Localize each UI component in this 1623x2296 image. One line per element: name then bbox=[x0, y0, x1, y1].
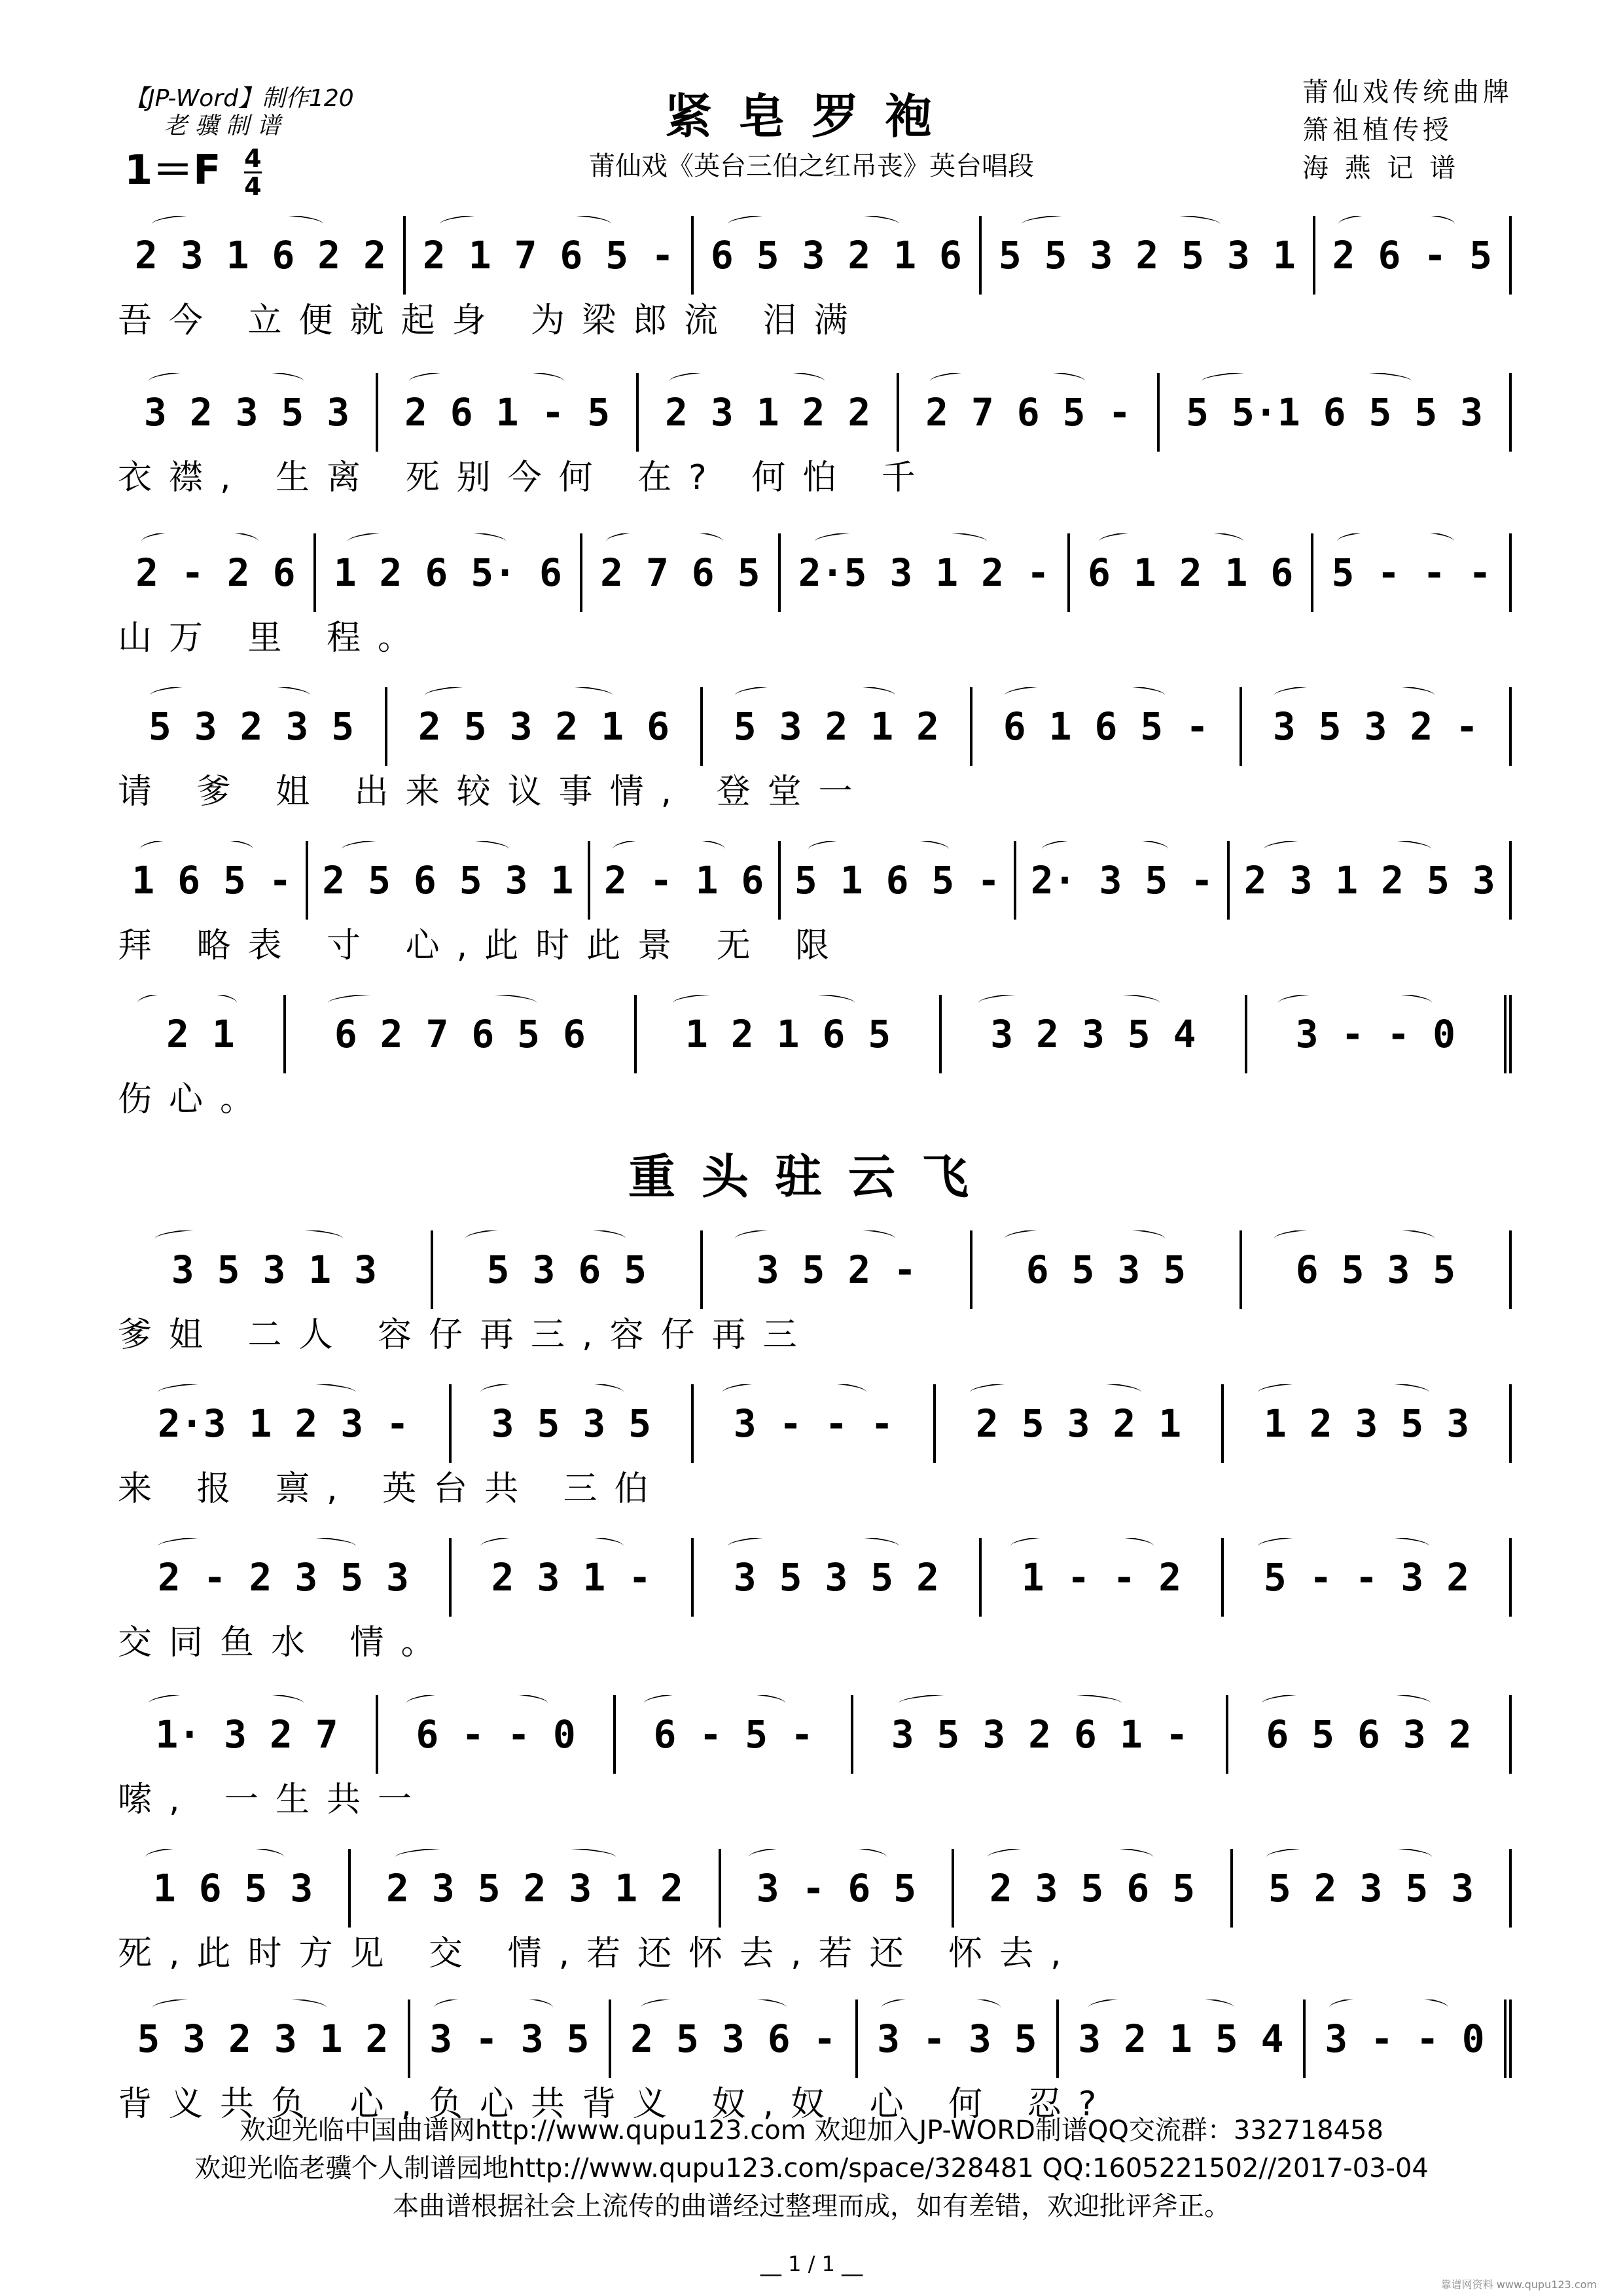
slur-mark bbox=[978, 995, 1160, 1015]
measure: 2 3 1 - bbox=[452, 1538, 694, 1617]
measure: 5 - - 3 2 bbox=[1224, 1538, 1512, 1617]
slur-mark bbox=[149, 1695, 303, 1715]
measure: 1 2 3 5 3 bbox=[1224, 1384, 1512, 1463]
slur-mark bbox=[669, 373, 824, 393]
slur-mark bbox=[1099, 533, 1243, 554]
score-system bbox=[118, 1384, 1512, 1528]
score-system bbox=[118, 687, 1512, 831]
slur-mark bbox=[728, 216, 899, 236]
measure: 2 3 5 6 5 bbox=[954, 1849, 1233, 1928]
slur-mark bbox=[644, 1695, 785, 1715]
measure: 2 5 3 2 1 6 bbox=[387, 687, 703, 766]
measure: 2 5 3 2 1 bbox=[936, 1384, 1224, 1463]
staff-line bbox=[118, 841, 1512, 920]
measure: 3 - 3 5 bbox=[858, 2000, 1059, 2078]
measure: 3 - 3 5 bbox=[410, 2000, 611, 2078]
slur-mark bbox=[1088, 2000, 1235, 2020]
slur-mark bbox=[434, 2000, 553, 2020]
lyrics-line: 嗦, 一生共一 bbox=[118, 1780, 429, 1820]
slur-mark bbox=[395, 1849, 616, 1869]
slur-mark bbox=[1010, 1538, 1154, 1558]
slur-mark bbox=[970, 1384, 1141, 1405]
slur-mark bbox=[673, 995, 854, 1015]
measure: 6 5 6 3 2 bbox=[1228, 1695, 1512, 1774]
measure: 2 7 6 5 - bbox=[899, 373, 1160, 452]
measure: 3 5 3 5 2 bbox=[694, 1538, 982, 1617]
slur-mark bbox=[152, 216, 323, 236]
measure: 1 6 5 - bbox=[118, 841, 308, 920]
measure: 1 6 5 3 bbox=[118, 1849, 351, 1928]
slur-mark bbox=[728, 1538, 899, 1558]
score-system bbox=[118, 841, 1512, 985]
slur-mark bbox=[465, 1230, 626, 1251]
slur-mark bbox=[328, 995, 537, 1015]
lyrics-line: 爹姐 二人 容仔再三,容仔再三 bbox=[118, 1316, 814, 1355]
slur-mark bbox=[480, 1538, 624, 1558]
slur-mark bbox=[1258, 1384, 1429, 1405]
slur-mark bbox=[1202, 373, 1411, 393]
measure: 6 1 6 5 - bbox=[972, 687, 1242, 766]
measure: 5 3 6 5 bbox=[433, 1230, 703, 1309]
measure: 2 1 bbox=[118, 995, 286, 1073]
measure: 2 - 1 6 bbox=[590, 841, 781, 920]
measure: 2 - 2 6 bbox=[118, 533, 316, 612]
score-system bbox=[118, 373, 1512, 517]
staff-line bbox=[118, 1849, 1512, 1928]
staff-line bbox=[118, 373, 1512, 452]
measure: 2 6 - 5 bbox=[1315, 216, 1512, 295]
slur-mark bbox=[348, 533, 506, 554]
measure: 2 7 6 5 bbox=[582, 533, 781, 612]
slur-mark bbox=[930, 373, 1084, 393]
measure: 2 1 7 6 5 - bbox=[406, 216, 694, 295]
source-line-3: 海 燕 记 谱 bbox=[1302, 153, 1460, 183]
measure: 1 2 6 5· 6 bbox=[316, 533, 582, 612]
measure: 5 1 6 5 - bbox=[781, 841, 1017, 920]
song-subtitle: 莆仙戏《英台三伯之红吊丧》英台唱段 bbox=[589, 151, 1034, 181]
slur-mark bbox=[1262, 1695, 1430, 1715]
staff-line bbox=[118, 1695, 1512, 1774]
score-system bbox=[118, 1695, 1512, 1839]
measure: 2 3 5 2 3 1 2 bbox=[351, 1849, 721, 1928]
measure: 2·3 1 2 3 - bbox=[118, 1384, 452, 1463]
measure: 6 1 2 1 6 bbox=[1070, 533, 1313, 612]
slur-mark bbox=[158, 1538, 356, 1558]
slur-mark bbox=[735, 687, 895, 708]
slur-mark bbox=[141, 533, 259, 554]
staff-line bbox=[118, 216, 1512, 295]
staff-line bbox=[118, 533, 1512, 612]
measure: 2 3 1 6 2 2 bbox=[118, 216, 406, 295]
slur-mark bbox=[409, 373, 563, 393]
measure: 6 - - 0 bbox=[378, 1695, 616, 1774]
staff-line bbox=[118, 1384, 1512, 1463]
slur-mark bbox=[735, 1230, 895, 1251]
source-credit bbox=[1302, 73, 1513, 187]
slur-mark bbox=[899, 1695, 1122, 1715]
slur-mark bbox=[1264, 841, 1431, 861]
measure: 5 3 2 3 5 bbox=[118, 687, 387, 766]
footer-line-1: 欢迎光临中国曲谱网http://www.qupu123.com 欢迎加入JP-WORD制谱QQ交流群：332718458 bbox=[240, 2115, 1383, 2145]
slur-mark bbox=[613, 841, 725, 861]
slur-mark bbox=[722, 1384, 866, 1405]
measure: 3 2 1 5 4 bbox=[1059, 2000, 1306, 2078]
measure: 2 3 1 2 2 bbox=[639, 373, 899, 452]
source-line-1: 莆仙戏传统曲牌 bbox=[1302, 77, 1513, 107]
slur-mark bbox=[1274, 1230, 1435, 1251]
song-title: 紧皂罗袍 bbox=[664, 88, 958, 144]
measure: 3 5 3 2 - bbox=[1242, 687, 1512, 766]
measure: 2 5 6 5 3 1 bbox=[308, 841, 590, 920]
slur-mark bbox=[1338, 216, 1455, 236]
lyrics-line: 衣襟, 生离 死别今何 在? 何怕 千 bbox=[118, 458, 933, 497]
lyrics-line: 山万 里 程。 bbox=[118, 619, 429, 658]
lyrics-line: 请 爹 姐 出来较议事情, 登堂一 bbox=[118, 772, 870, 812]
score-system bbox=[118, 1230, 1512, 1374]
slur-mark bbox=[606, 533, 723, 554]
time-bottom: 4 bbox=[244, 172, 262, 202]
footer-line-3: 本曲谱根据社会上流传的曲谱经过整理而成，如有差错，欢迎批评斧正。 bbox=[393, 2191, 1230, 2221]
slur-mark bbox=[808, 841, 948, 861]
slur-mark bbox=[815, 533, 987, 554]
measure: 5 2 3 5 3 bbox=[1233, 1849, 1512, 1928]
measure: 3 5 3 2 6 1 - bbox=[853, 1695, 1228, 1774]
slur-mark bbox=[150, 687, 310, 708]
staff-line bbox=[118, 687, 1512, 766]
score-system bbox=[118, 1538, 1512, 1682]
measure: 5 3 2 3 1 2 bbox=[118, 2000, 410, 2078]
score-system bbox=[118, 995, 1512, 1139]
key-label: 1＝F bbox=[124, 146, 221, 194]
slur-mark bbox=[1274, 687, 1435, 708]
slur-mark bbox=[1337, 533, 1454, 554]
measure: 3 5 3 1 3 bbox=[118, 1230, 433, 1309]
measure: 5 - - - bbox=[1313, 533, 1512, 612]
footer-line-2: 欢迎光临老骥个人制谱园地http://www.qupu123.com/space/328481 QQ:1605221502//2017-03-04 bbox=[194, 2153, 1429, 2183]
measure: 6 2 7 6 5 6 bbox=[286, 995, 637, 1073]
measure: 1· 3 2 7 bbox=[118, 1695, 378, 1774]
lyrics-line: 伤心。 bbox=[118, 1080, 272, 1119]
slur-mark bbox=[1329, 2000, 1448, 2020]
slur-mark bbox=[1005, 687, 1165, 708]
slur-mark bbox=[749, 1849, 887, 1869]
staff-line bbox=[118, 1538, 1512, 1617]
measure: 3 - - 0 bbox=[1306, 2000, 1512, 2078]
slur-mark bbox=[152, 2000, 327, 2020]
measure: 5 5·1 6 5 5 3 bbox=[1160, 373, 1512, 452]
slur-mark bbox=[145, 1849, 283, 1869]
score-system bbox=[118, 216, 1512, 360]
measure: 2· 3 5 - bbox=[1016, 841, 1230, 920]
slur-mark bbox=[1278, 995, 1432, 1015]
measure: 3 - 6 5 bbox=[721, 1849, 954, 1928]
measure: 5 3 2 1 2 bbox=[703, 687, 972, 766]
slur-mark bbox=[149, 373, 303, 393]
measure: 2·5 3 1 2 - bbox=[781, 533, 1070, 612]
measure: 2 3 1 2 5 3 bbox=[1230, 841, 1512, 920]
lyrics-line: 来 报 禀, 英台共 三伯 bbox=[118, 1469, 666, 1509]
slur-mark bbox=[480, 1384, 624, 1405]
measure: 6 5 3 2 1 6 bbox=[694, 216, 982, 295]
measure: 5 5 3 2 5 3 1 bbox=[982, 216, 1315, 295]
score-system bbox=[118, 1849, 1512, 1993]
slur-mark bbox=[342, 841, 509, 861]
maker-line-2: 老 骥 制 谱 bbox=[164, 113, 281, 139]
slur-mark bbox=[140, 841, 253, 861]
measure: 3 2 3 5 4 bbox=[942, 995, 1247, 1073]
slur-mark bbox=[1022, 216, 1220, 236]
measure: 6 5 3 5 bbox=[972, 1230, 1242, 1309]
score-system bbox=[118, 533, 1512, 677]
slur-mark bbox=[137, 995, 237, 1015]
slur-mark bbox=[155, 1230, 343, 1251]
lyrics-line: 拜 略表 寸 心,此时此景 无 限 bbox=[118, 926, 847, 965]
measure: 3 2 3 5 3 bbox=[118, 373, 378, 452]
slur-mark bbox=[882, 2000, 1001, 2020]
slur-mark bbox=[1042, 841, 1168, 861]
page-number: __ 1 / 1 __ bbox=[760, 2251, 863, 2276]
lyrics-line: 交同鱼水 情。 bbox=[118, 1623, 452, 1662]
measure: 2 6 1 - 5 bbox=[378, 373, 639, 452]
measure: 6 - 5 - bbox=[616, 1695, 853, 1774]
slur-mark bbox=[1005, 1230, 1165, 1251]
lyrics-line: 吾今 立便就起身 为梁郎流 泪满 bbox=[118, 301, 865, 340]
measure: 3 - - 0 bbox=[1247, 995, 1512, 1073]
measure: 6 5 3 5 bbox=[1242, 1230, 1512, 1309]
section-title: 重头驻云飞 bbox=[628, 1149, 995, 1204]
source-line-2: 箫祖植传授 bbox=[1302, 115, 1453, 145]
lyrics-line: 背义共负 心,负心共背义 奴,奴 心 何 忍? bbox=[118, 2085, 1114, 2124]
slur-mark bbox=[1258, 1538, 1429, 1558]
maker-line-1: 【JP-Word】制作120 bbox=[124, 85, 354, 112]
slur-mark bbox=[641, 2000, 787, 2020]
measure: 3 - - - bbox=[694, 1384, 936, 1463]
slur-mark bbox=[158, 1384, 356, 1405]
staff-line bbox=[118, 1230, 1512, 1309]
time-top: 4 bbox=[244, 144, 262, 173]
lyrics-line: 死,此时方见 交 情,若还怀去,若还 怀去, bbox=[118, 1934, 1079, 1973]
slur-mark bbox=[1266, 1849, 1432, 1869]
watermark: 靠谱网资料 www.qupu123.com bbox=[1440, 2278, 1597, 2291]
slur-mark bbox=[406, 1695, 547, 1715]
slur-mark bbox=[425, 687, 613, 708]
staff-line bbox=[118, 995, 1512, 1073]
measure: 1 - - 2 bbox=[982, 1538, 1224, 1617]
staff-line bbox=[118, 2000, 1512, 2078]
measure: 1 2 1 6 5 bbox=[637, 995, 942, 1073]
measure: 2 5 3 6 - bbox=[611, 2000, 858, 2078]
slur-mark bbox=[988, 1849, 1153, 1869]
slur-mark bbox=[440, 216, 611, 236]
measure: 3 5 2 - bbox=[703, 1230, 972, 1309]
measure: 3 5 3 5 bbox=[452, 1384, 694, 1463]
measure: 2 - 2 3 5 3 bbox=[118, 1538, 452, 1617]
